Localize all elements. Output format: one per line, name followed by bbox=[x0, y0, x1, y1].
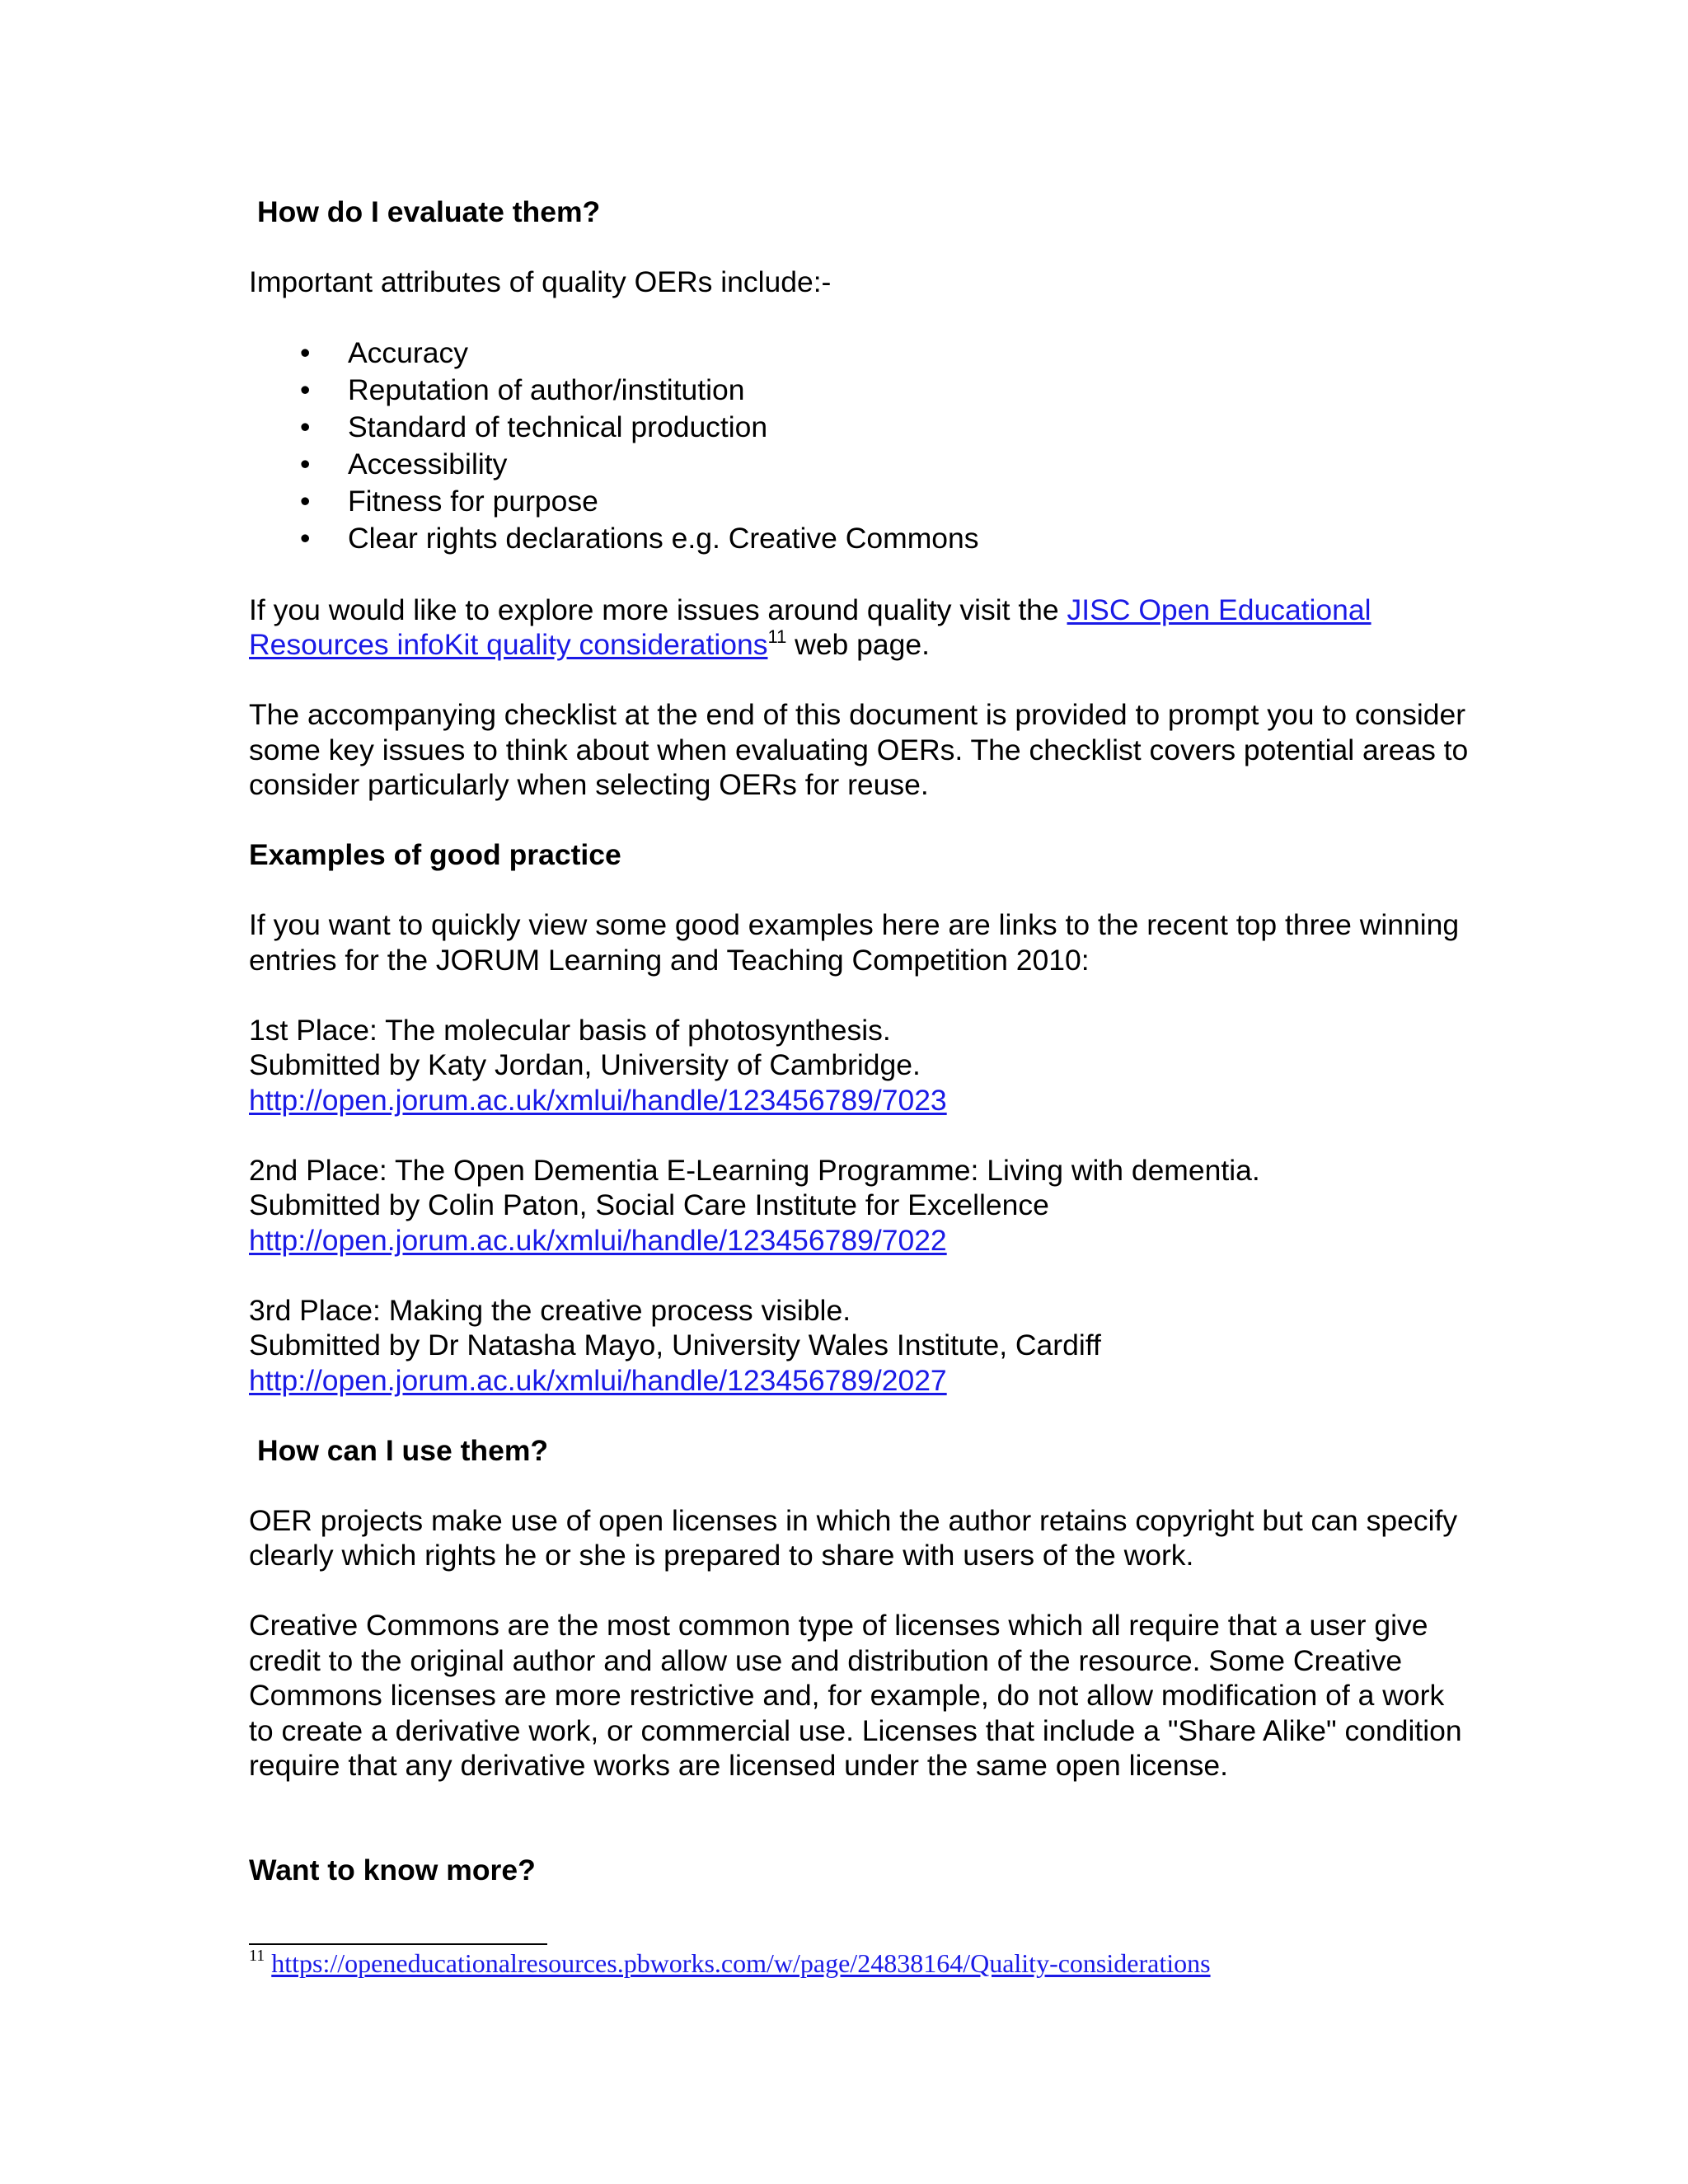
entry-submitter: Submitted by Dr Natasha Mayo, University Wales Institute, Cardiff bbox=[249, 1329, 1101, 1361]
example-entry-2 bbox=[249, 1153, 1469, 1258]
spacer bbox=[249, 1573, 1469, 1609]
bullet-icon: • bbox=[300, 448, 311, 480]
entry-link[interactable]: http://open.jorum.ac.uk/xmlui/handle/123456789/7022 bbox=[249, 1223, 947, 1257]
example-entry-3 bbox=[249, 1293, 1469, 1399]
footnote-link[interactable]: https://openeducationalresources.pbworks.com/w/page/24838164/Quality-considerations bbox=[271, 1948, 1211, 1978]
spacer bbox=[249, 1118, 1469, 1153]
list-item: • Clear rights declarations e.g. Creative Commons bbox=[249, 520, 1469, 557]
footnote-divider bbox=[249, 1943, 547, 1945]
heading-evaluate: How do I evaluate them? bbox=[257, 195, 601, 228]
bullet-icon: • bbox=[300, 336, 311, 369]
spacer bbox=[249, 977, 1469, 1013]
explore-paragraph: If you would like to explore more issues around quality visit the JISC Open Educational Resources infoKit quality considerations$^{11}$ web page. bbox=[249, 593, 1372, 661]
spacer bbox=[249, 230, 1469, 265]
spacer bbox=[249, 1818, 1469, 1853]
spacer bbox=[249, 1783, 1469, 1819]
document-page bbox=[249, 194, 1469, 1888]
footnote bbox=[249, 1947, 1211, 1980]
use-paragraph-2: Creative Commons are the most common type of licenses which all require that a user give credit to the original author and allow use and distribution of the resource. Some Creative Commons licenses are more restrictive and, for example, do not allow modification of a work to create a derivative work, or commercial use. Licenses that include a "Share Alike" condition require that any derivative works are licensed under the same open license. bbox=[249, 1609, 1462, 1782]
heading-examples: Examples of good practice bbox=[249, 838, 621, 871]
spacer bbox=[249, 803, 1469, 838]
entry-submitter: Submitted by Katy Jordan, University of Cambridge. bbox=[249, 1048, 921, 1081]
bullet-icon: • bbox=[300, 522, 311, 555]
list-item: • Fitness for purpose bbox=[249, 483, 1469, 520]
bullet-icon: • bbox=[300, 485, 311, 518]
spacer bbox=[249, 1468, 1469, 1503]
entry-submitter: Submitted by Colin Paton, Social Care Institute for Excellence bbox=[249, 1188, 1049, 1221]
heading-use: How can I use them? bbox=[257, 1433, 549, 1467]
spacer bbox=[249, 663, 1469, 698]
use-paragraph-1: OER projects make use of open licenses in which the author retains copyright but can specify clearly which rights he or she is prepared to share with users of the work. bbox=[249, 1503, 1458, 1572]
entry-title: 3rd Place: Making the creative process visible. bbox=[249, 1293, 851, 1327]
entry-link[interactable]: http://open.jorum.ac.uk/xmlui/handle/123456789/7023 bbox=[249, 1083, 947, 1117]
checklist-paragraph: The accompanying checklist at the end of this document is provided to prompt you to consider some key issues to think about when evaluating OERs. The checklist covers potential areas to consider particularly when selecting OERs for reuse. bbox=[249, 698, 1469, 801]
entry-title: 1st Place: The molecular basis of photosynthesis. bbox=[249, 1013, 891, 1047]
spacer bbox=[249, 1258, 1469, 1293]
footnote-number: 11 bbox=[249, 1947, 265, 1965]
bullet-icon: • bbox=[300, 373, 311, 406]
entry-link[interactable]: http://open.jorum.ac.uk/xmlui/handle/123456789/2027 bbox=[249, 1363, 947, 1397]
footnote-ref[interactable]: 11 bbox=[767, 626, 787, 647]
entry-title: 2nd Place: The Open Dementia E-Learning Programme: Living with dementia. bbox=[249, 1153, 1260, 1187]
examples-intro: If you want to quickly view some good examples here are links to the recent top three winning entries for the JORUM Learning and Teaching Competition 2010: bbox=[249, 908, 1460, 977]
list-item: • Accessibility bbox=[249, 446, 1469, 483]
spacer bbox=[249, 1398, 1469, 1433]
list-item: • Reputation of author/institution bbox=[249, 372, 1469, 409]
list-item: • Standard of technical production bbox=[249, 409, 1469, 446]
spacer bbox=[249, 300, 1469, 335]
attributes-intro: Important attributes of quality OERs include:- bbox=[249, 265, 832, 298]
example-entry-1 bbox=[249, 1013, 1469, 1118]
jisc-infokit-link[interactable]: JISC Open Educational Resources infoKit quality considerations bbox=[249, 593, 1372, 661]
spacer bbox=[249, 557, 1469, 593]
heading-more: Want to know more? bbox=[249, 1854, 536, 1886]
attributes-list bbox=[249, 335, 1469, 557]
bullet-icon: • bbox=[300, 410, 311, 443]
spacer bbox=[249, 873, 1469, 908]
list-item: • Accuracy bbox=[249, 335, 1469, 372]
